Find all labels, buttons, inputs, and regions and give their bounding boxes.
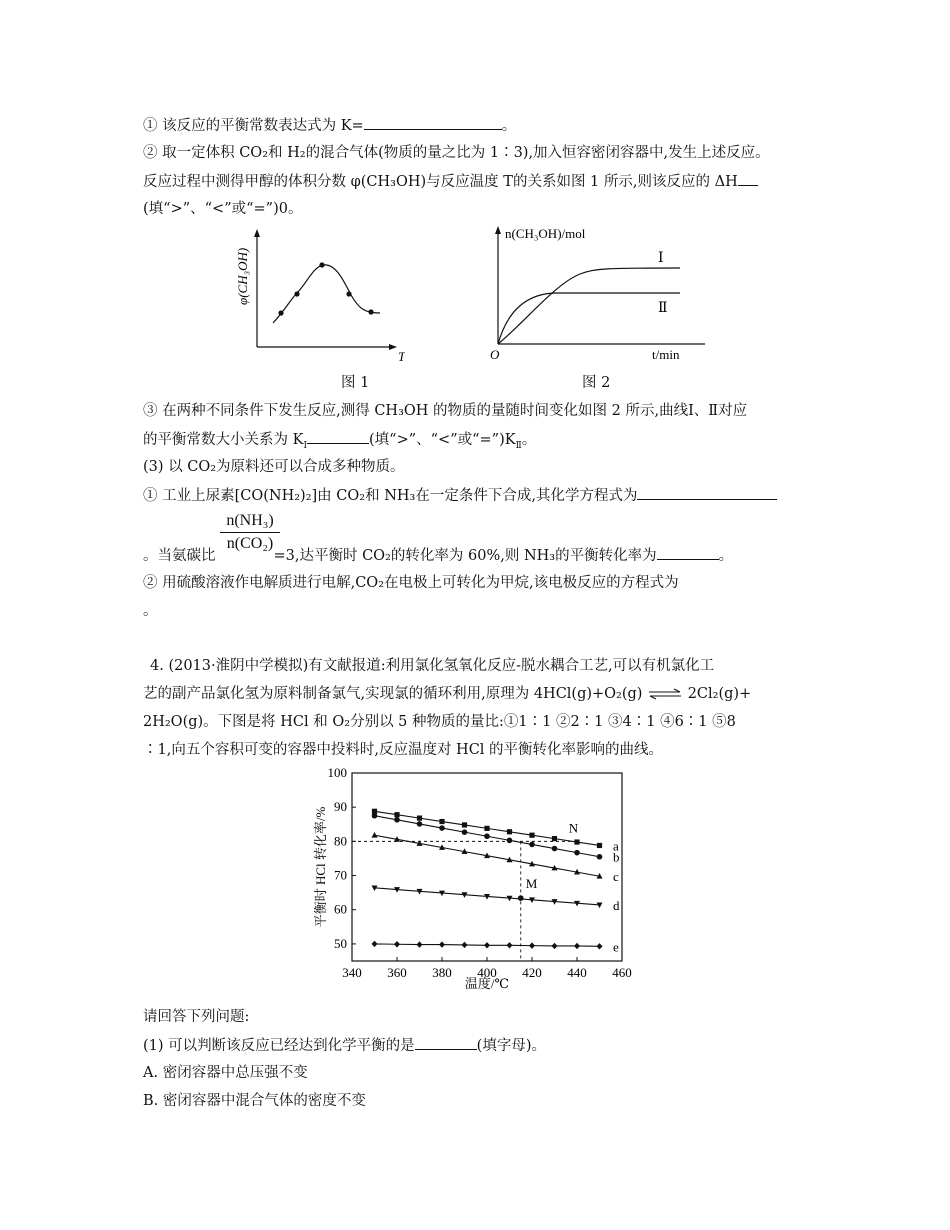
x-tick-label: 380	[432, 965, 452, 980]
fig1-point	[319, 262, 324, 267]
data-point-a	[597, 843, 602, 848]
fig1-point	[278, 310, 283, 315]
data-point-c	[372, 832, 378, 838]
q3-line8: ① 工业上尿素[CO(NH₂)₂]由 CO₂和 NH₃在一定条件下合成,其化学方程式为	[143, 485, 777, 506]
fig2-origin: O	[490, 347, 500, 362]
q3-line7: (3) 以 CO₂为原料还可以合成多种物质。	[143, 459, 405, 475]
figure-1	[235, 225, 405, 365]
x-tick-label: 420	[522, 965, 542, 980]
q3-line6: 的平衡常数大小关系为 $K_Ⅰ$ (填“>”、“<”或“$=”)K_Ⅱ$。	[143, 429, 536, 456]
series-label-b: b	[613, 849, 620, 865]
q3-line3: 反应过程中测得甲醇的体积分数 φ(CH₃OH)与反应温度 T的关系如图 1 所示,则该反应的 ΔH	[143, 171, 758, 192]
y-tick-label: 90	[334, 799, 347, 815]
data-point-a	[529, 833, 534, 838]
q3-line4: (填“>”、“<”或“=”)0。	[143, 201, 303, 217]
data-point-a	[574, 839, 579, 844]
answer-blank[interactable]	[657, 545, 719, 560]
q4-line6: (1) 可以判断该反应已经达到化学平衡的是 (填字母)。	[143, 1035, 546, 1056]
series-label-d: d	[613, 897, 620, 913]
data-point-e	[484, 942, 490, 948]
data-point-e	[507, 942, 513, 948]
data-point-b	[462, 829, 468, 835]
data-point-b	[484, 833, 490, 839]
data-point-e	[597, 943, 603, 949]
data-point-a	[439, 819, 444, 824]
series-label-c: c	[613, 869, 619, 885]
q3-line5: ③ 在两种不同条件下发生反应,测得 CH₃OH 的物质的量随时间变化如图 2 所示,曲线Ⅰ、Ⅱ对应	[143, 403, 748, 419]
y-tick-label: 100	[327, 765, 347, 780]
answer-blank[interactable]	[637, 485, 777, 500]
x-tick-label: 440	[567, 965, 587, 980]
q4-line1: 4. (2013·淮阴中学模拟)有文献报道:利用氯化氢氧化反应-脱水耦合工艺,可以有机氯化工	[150, 658, 715, 674]
annotation-N: N	[568, 820, 579, 836]
fig2-caption: 图 2	[582, 375, 611, 391]
data-point-e	[372, 941, 378, 947]
data-point-b	[529, 842, 535, 848]
q3-line10: ② 用硫酸溶液作电解质进行电解,CO₂在电极上可转化为甲烷,该电极反应的方程式为	[143, 575, 679, 591]
fig1-point	[346, 291, 351, 296]
fig1-caption: 图 1	[341, 375, 370, 391]
series-label-e: e	[613, 939, 619, 955]
fig2-xlabel: t/min	[652, 347, 680, 362]
data-point-a	[552, 836, 557, 841]
chart-ylabel: 平衡时 HCl 转化率/%	[313, 806, 328, 928]
data-point-e	[529, 942, 535, 948]
data-point-e	[439, 941, 445, 947]
fig2-curve-2-label: Ⅱ	[658, 301, 668, 316]
fig2-curve-1-label: Ⅰ	[658, 251, 664, 266]
fig2-y-arrow	[495, 226, 501, 234]
option-a: A. 密闭容器中总压强不变	[143, 1065, 308, 1081]
data-point-a	[417, 816, 422, 821]
x-tick-label: 400	[477, 965, 497, 980]
data-point-a	[507, 829, 512, 834]
y-tick-label: 50	[334, 935, 347, 951]
chart-xlabel: 温度/℃	[464, 976, 510, 991]
q3-line11: 。	[143, 603, 158, 619]
data-point-a	[484, 826, 489, 831]
y-tick-label: 60	[334, 901, 347, 917]
fig1-point	[294, 291, 299, 296]
x-tick-label: 460	[612, 965, 632, 980]
data-point-e	[394, 941, 400, 947]
data-point-e	[574, 943, 580, 949]
answer-blank[interactable]	[415, 1035, 477, 1050]
x-tick-label: 340	[342, 965, 362, 980]
q4-line5: 请回答下列问题:	[143, 1009, 250, 1025]
x-tick-label: 360	[387, 965, 407, 980]
data-point-b	[552, 846, 558, 852]
data-point-b	[439, 825, 445, 831]
data-point-b	[507, 838, 513, 844]
fig2-curve-1	[498, 268, 680, 344]
q3-line1: ① 该反应的平衡常数表达式为 K= 。	[143, 115, 516, 136]
series-label-a: a	[613, 838, 619, 854]
fig1-x-arrow	[389, 344, 397, 350]
fig2-ylabel: n(CH₃OH)/mol	[505, 226, 586, 241]
q3-line9: 。当氨碳比 =3,达平衡时 CO₂的转化率为 60%,则 NH₃的平衡转化率为 。	[143, 545, 733, 566]
answer-blank[interactable]	[738, 171, 758, 186]
point-M	[518, 895, 524, 901]
annotation-M: M	[525, 876, 538, 892]
fig1-curve	[273, 265, 380, 323]
frac-denominator: n(CO₂)	[226, 535, 274, 552]
q3-line2: ② 取一定体积 CO₂和 H₂的混合气体(物质的量之比为 1∶3),加入恒容密闭容器中,发生上述反应。	[143, 145, 770, 161]
data-point-a	[394, 812, 399, 817]
fig1-xlabel: T	[398, 349, 405, 364]
data-point-b	[417, 821, 423, 827]
frac-numerator: n(NH₃)	[220, 512, 280, 533]
y-tick-label: 70	[334, 867, 347, 883]
figure-2	[485, 222, 720, 367]
fig1-point	[368, 309, 373, 314]
data-point-b	[574, 850, 580, 856]
answer-blank[interactable]	[364, 115, 502, 130]
data-point-d	[597, 903, 603, 909]
option-b: B. 密闭容器中混合气体的密度不变	[143, 1093, 366, 1109]
answer-blank[interactable]	[307, 429, 369, 444]
y-tick-label: 80	[334, 833, 347, 849]
data-point-a	[462, 822, 467, 827]
data-point-e	[417, 941, 423, 947]
data-point-e	[552, 943, 558, 949]
q4-line2: 艺的副产品氯化氢为原料制备氯气,实现氯的循环利用,原理为 4HCl(g)+O₂(g) 2Cl₂(g)+	[143, 686, 752, 702]
q4-line4: ∶1,向五个容积可变的容器中投料时,反应温度对 HCl 的平衡转化率影响的曲线。	[143, 742, 664, 758]
equilibrium-arrow-icon	[647, 688, 683, 700]
q4-line3: 2H₂O(g)。下图是将 HCl 和 O₂分别以 5 种物质的量比:①1∶1 ②2∶1 ③4∶1 ④6∶1 ⑤8	[143, 714, 736, 730]
hcl-conversion-chart	[305, 765, 645, 995]
data-point-b	[597, 854, 603, 860]
data-point-e	[462, 942, 468, 948]
plot-frame	[352, 773, 622, 961]
fig1-y-arrow	[254, 229, 260, 237]
data-point-b	[372, 813, 378, 819]
fig1-ylabel: φ(CH₃OH)	[235, 247, 250, 305]
data-point-b	[394, 817, 400, 823]
